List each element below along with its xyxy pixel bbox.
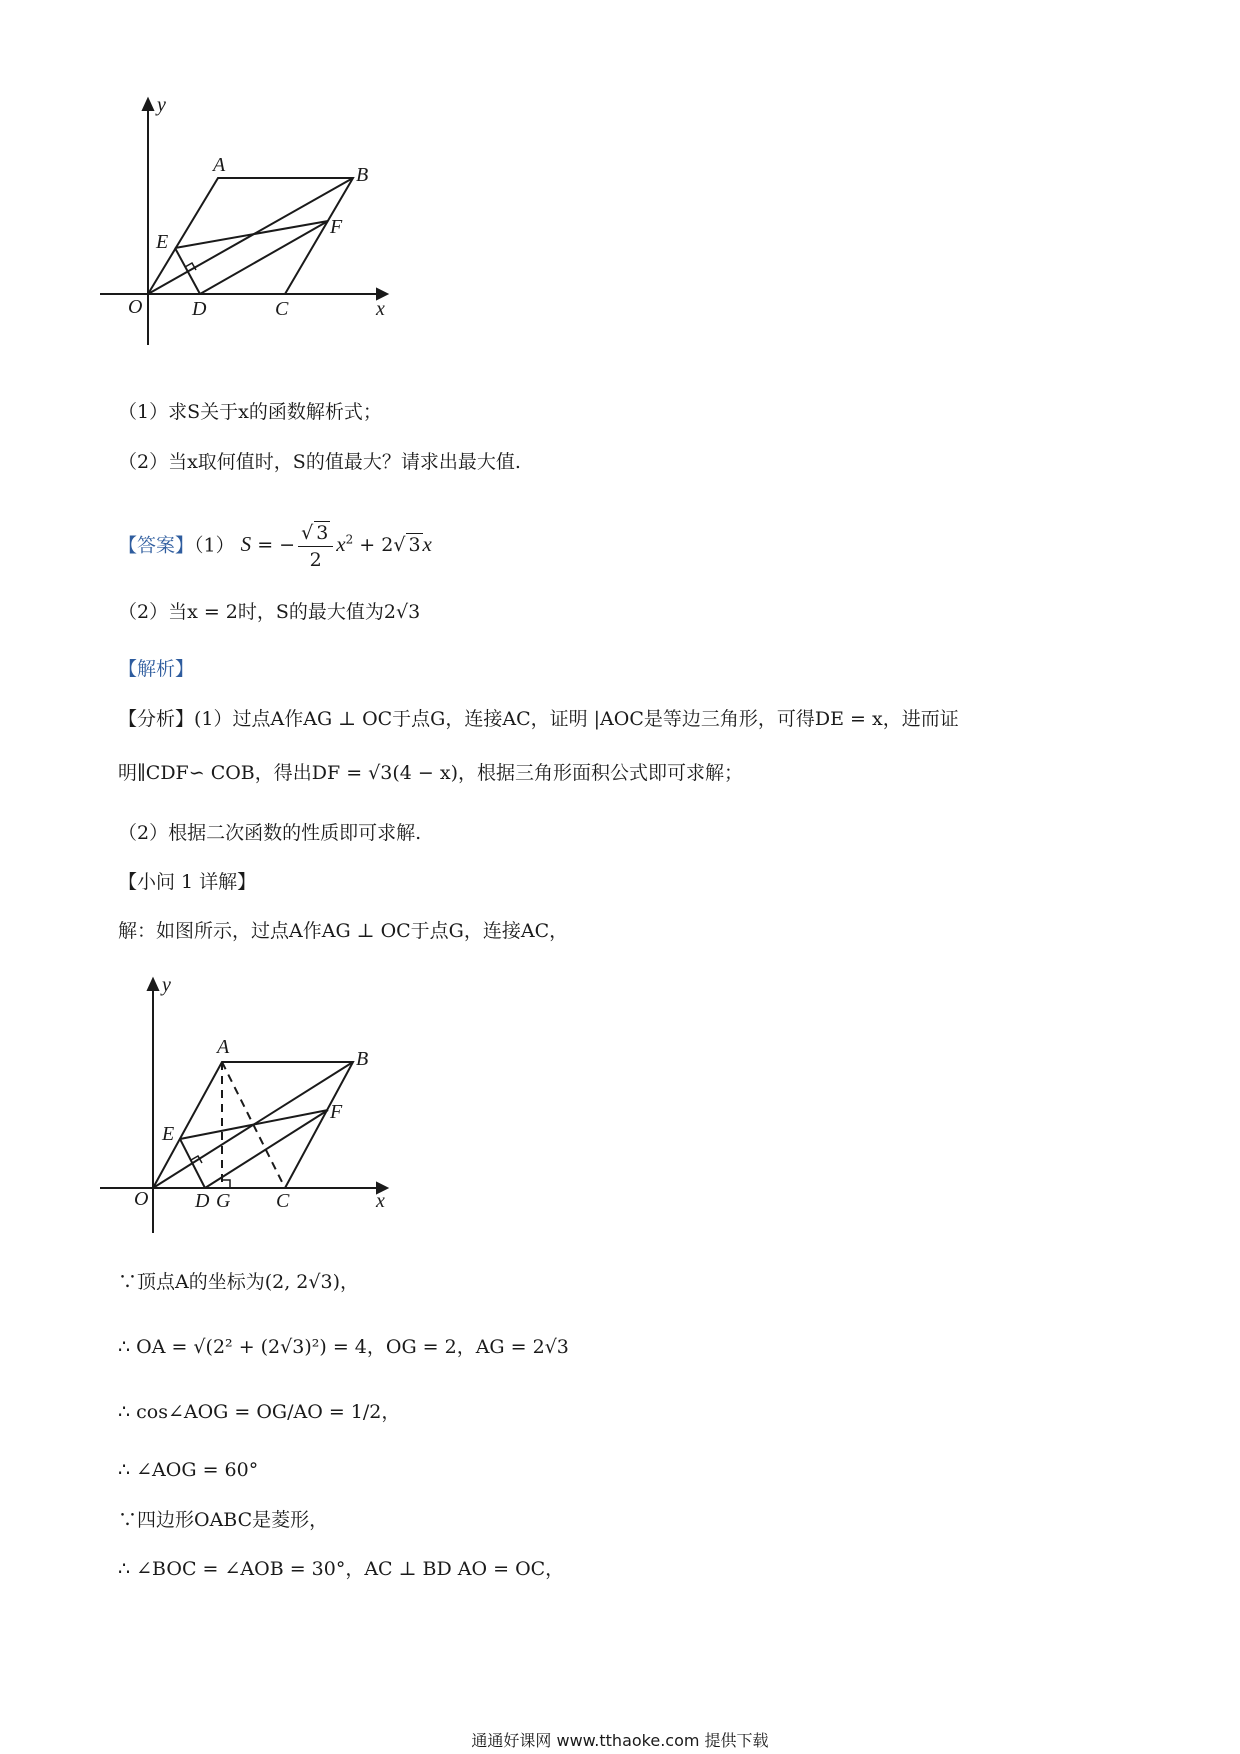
analysis-line-1: 【分析】(1）过点A作AG ⊥ OC于点G，连接AC，证明 |AOC是等边三角形，可得DE = x，进而证 — [118, 708, 959, 730]
answer-formula: S = − $\frac{√ 3}{2}$ $x^2 + 2√$ 3x — [240, 521, 432, 571]
label-x: x — [376, 298, 385, 320]
step-4: ∴ ∠AOG = 60° — [118, 1459, 259, 1481]
label-F: F — [330, 1101, 343, 1123]
label-B: B — [356, 1048, 369, 1070]
label-A: A — [213, 154, 226, 176]
label-F: F — [330, 216, 343, 238]
label-E: E — [162, 1123, 175, 1145]
figure-1-rhombus-diagram — [100, 95, 400, 350]
analysis-line-2: 明∥CDF∽ COB，得出DF = √3(4 − x)，根据三角形面积公式即可求解； — [118, 762, 744, 784]
analysis-line-3: （2）根据二次函数的性质即可求解. — [118, 822, 422, 844]
footer-watermark: 通通好课网 www.tthaoke.com 提供下载 — [471, 1731, 769, 1750]
label-y: y — [157, 95, 166, 116]
answer-part-2: （2）当x = 2时，S的最大值为2√3 — [118, 601, 421, 623]
label-O: O — [134, 1188, 149, 1210]
answer-part-1 — [118, 512, 432, 573]
label-C: C — [275, 298, 289, 320]
label-A: A — [217, 1036, 230, 1058]
label-D: D — [192, 298, 207, 320]
label-E: E — [156, 231, 169, 253]
label-O: O — [128, 296, 143, 318]
solution-intro: 解：如图所示，过点A作AG ⊥ OC于点G，连接AC， — [118, 920, 569, 942]
step-3: ∴ cos∠AOG = OG/AO = 1/2， — [118, 1401, 401, 1423]
question-2: （2）当x取何值时，S的值最大？请求出最大值. — [118, 451, 521, 473]
label-G: G — [216, 1190, 231, 1212]
analysis-tag: 【解析】 — [118, 658, 195, 680]
step-1: ∵顶点A的坐标为(2, 2√3)， — [118, 1271, 359, 1293]
label-y: y — [162, 975, 171, 996]
label-x: x — [376, 1190, 385, 1212]
answer-part1-prefix: （1） — [194, 534, 235, 557]
label-D: D — [195, 1190, 210, 1212]
step-6: ∴ ∠BOC = ∠AOB = 30°，AC ⊥ BD AO = OC， — [118, 1558, 565, 1580]
figure-2-rhombus-diagram — [100, 975, 400, 1235]
step-5: ∵四边形OABC是菱形， — [118, 1509, 329, 1531]
label-B: B — [356, 164, 369, 186]
label-C: C — [276, 1190, 290, 1212]
step-2: ∴ OA = √(2² + (2√3)²) = 4，OG = 2，AG = 2√3 — [118, 1336, 569, 1358]
question-1: （1）求S关于x的函数解析式； — [118, 401, 382, 423]
subquestion-1-heading: 【小问 1 详解】 — [118, 871, 257, 893]
answer-tag: 【答案】 — [118, 534, 195, 557]
